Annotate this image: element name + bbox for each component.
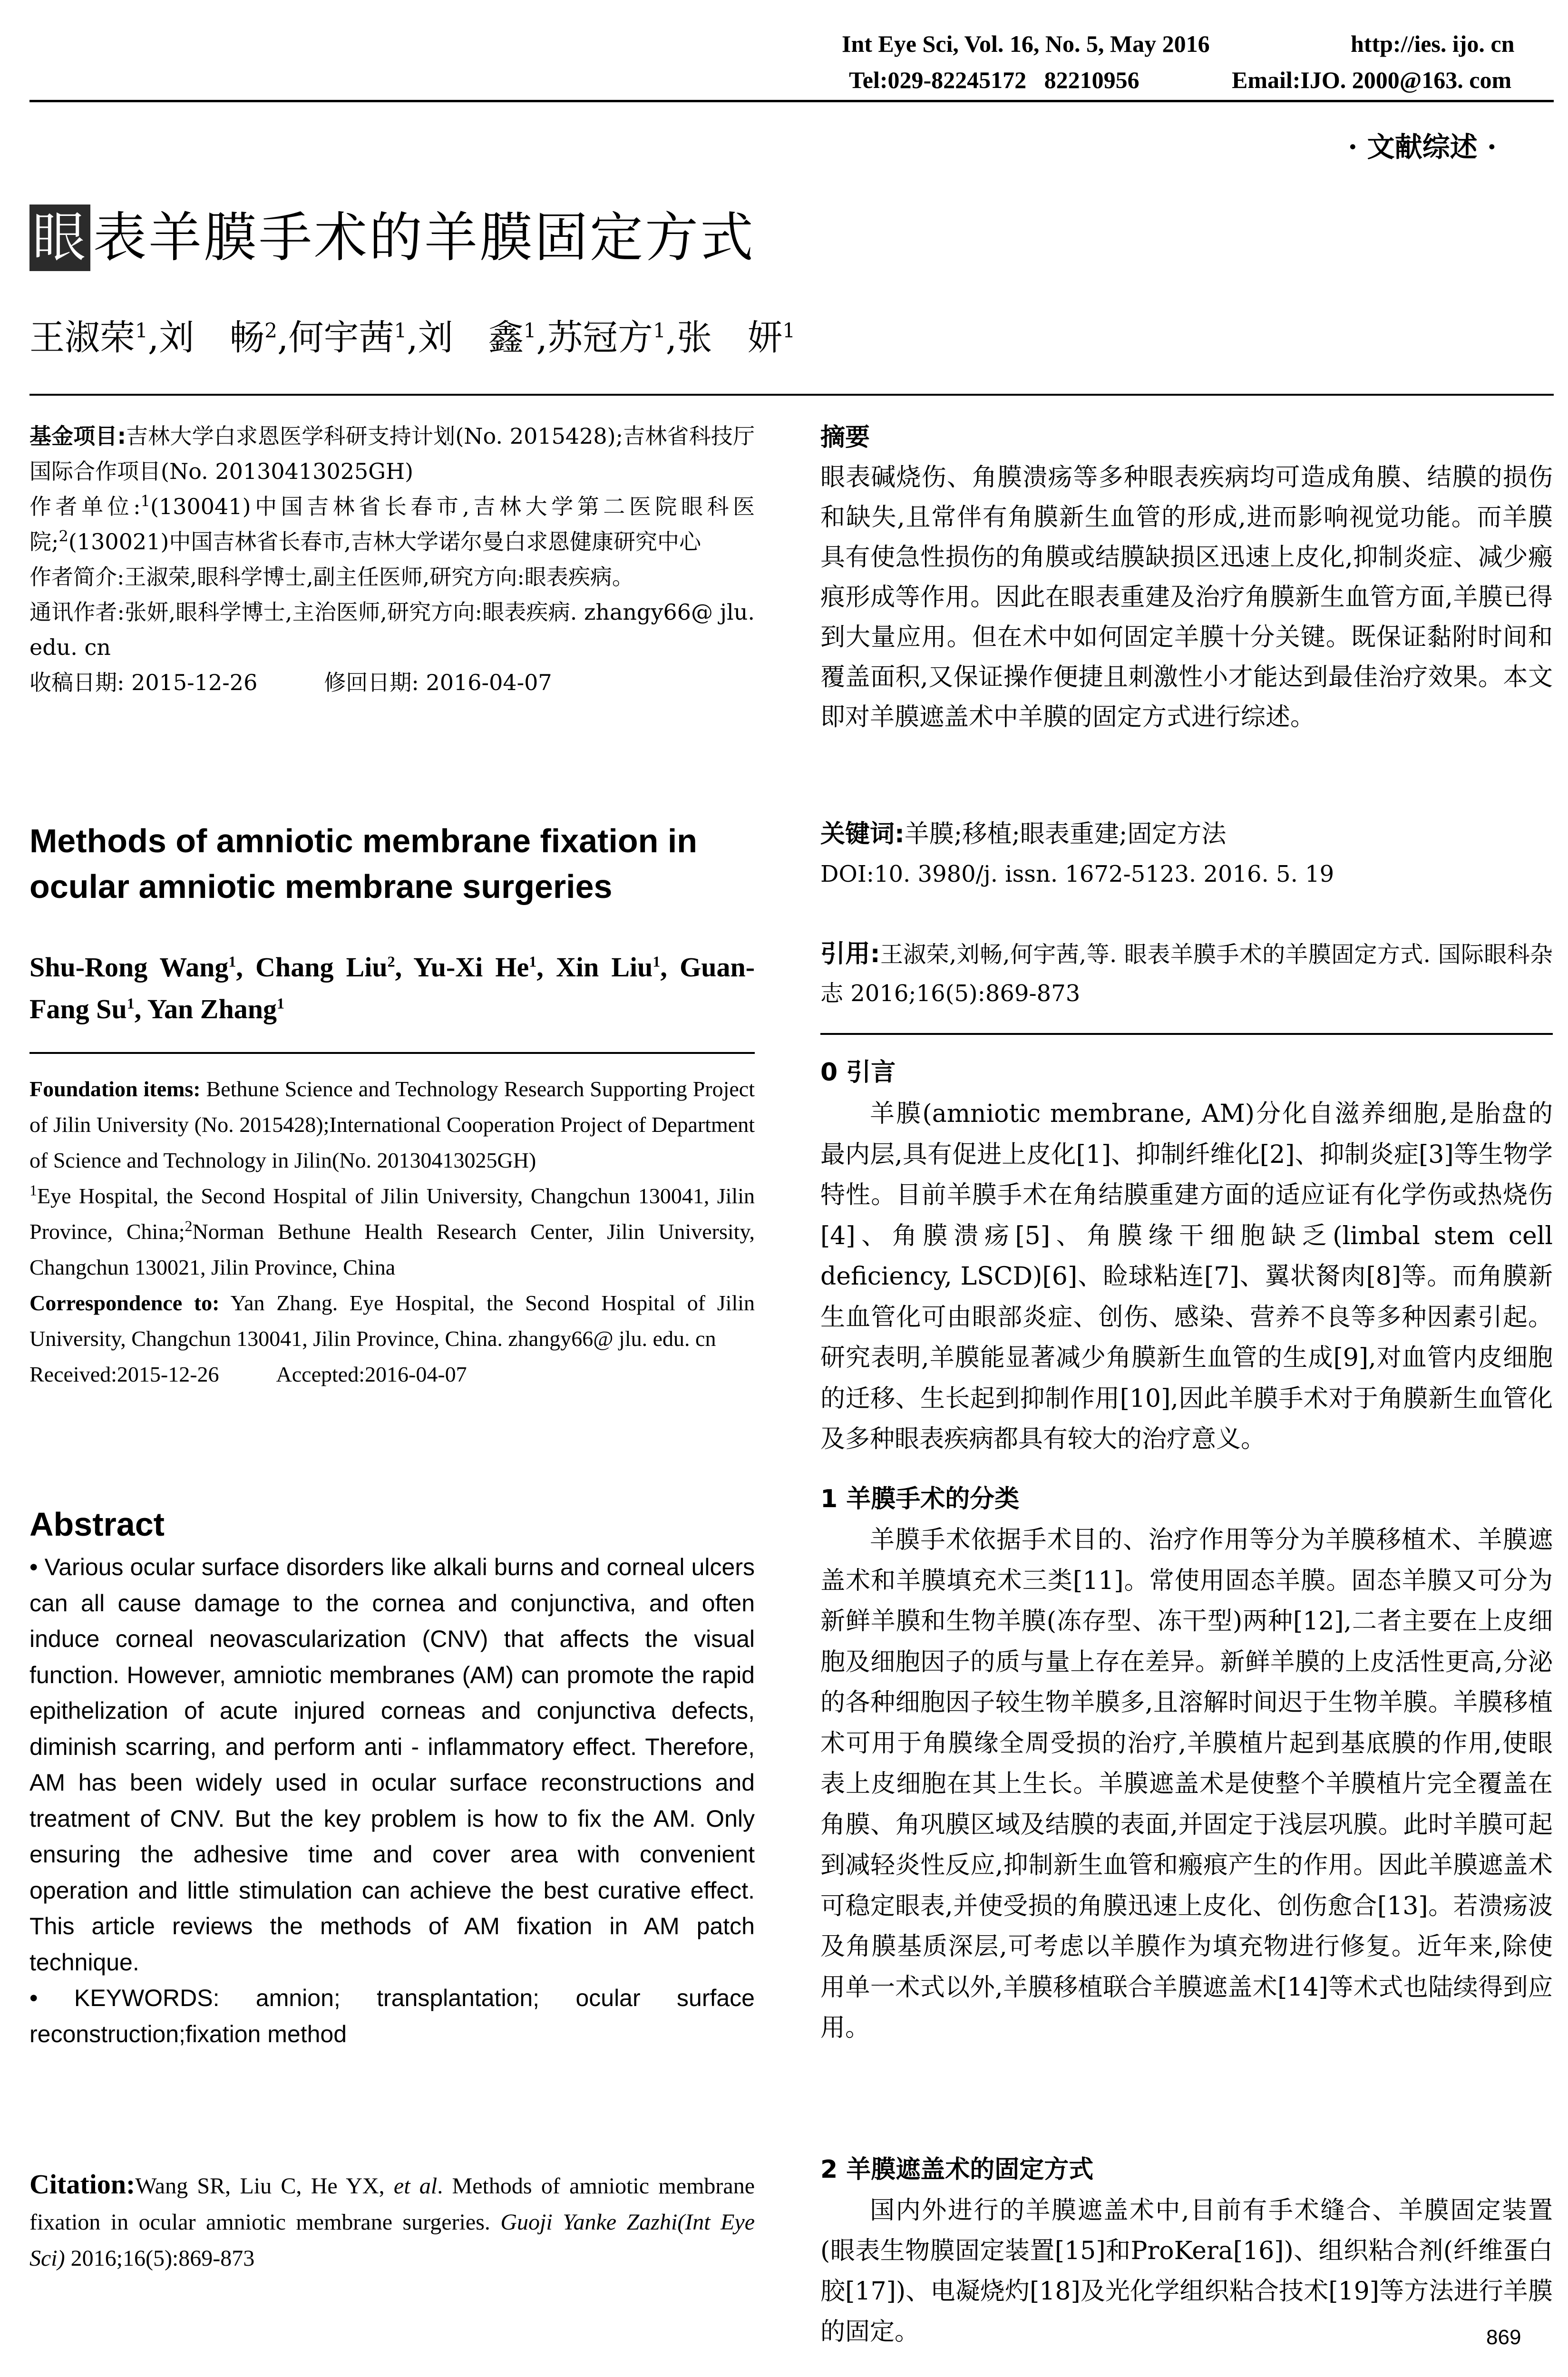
section1-paragraph: 羊膜手术依据手术目的、治疗作用等分为羊膜移植术、羊膜遮盖术和羊膜填充术三类[11]。常使用固态羊膜。固态羊膜又可分为新鲜羊膜和生物羊膜(冻存型、冻干型)两种[12],二者主要在上皮细胞及细胞因子的质与量上存在差异。新鲜羊膜的上皮活性更高,分泌的各种细胞因子较生物羊膜多,且溶解时间迟于生物羊膜。羊膜移植术可用于角膜缘全周受损的治疗,羊膜植片起到基底膜的作用,使眼表上皮细胞在其上生长。羊膜遮盖术是使整个羊膜植片完全覆盖在角膜、角巩膜区域及结膜的表面,并固定于浅层巩膜。此时羊膜可起到减轻炎性反应,抑制新生血管和瘢痕产生的作用。因此羊膜遮盖术可稳定眼表,并使受损的角膜迅速上皮化、创伤愈合[13]。若溃疡波及角膜基质深层,可考虑以羊膜作为填充物进行修复。近年来,除使用单一术式以外,羊膜移植联合羊膜遮盖术[14]等术式也陆续得到应用。 [820, 1526, 1553, 2042]
author-name: 苏冠方 [547, 317, 653, 358]
author-name: 刘 畅 [159, 317, 265, 358]
citation-cn: 引用:王淑荣,刘畅,何宇茜,等. 眼表羊膜手术的羊膜固定方式. 国际眼科杂志 2016;16(5):869-873 [820, 940, 1553, 1007]
corr-label: 通讯作者: [29, 599, 125, 625]
journal-info: Int Eye Sci, Vol. 16, No. 5, May 2016 [842, 30, 1210, 57]
title-first-char: 眼 [29, 205, 90, 271]
author-list: 王淑荣$^1$,刘 畅$^2$,何宇茜$^1$,刘 鑫$^1$,苏冠方$^1$,张 妍$^1$ [29, 317, 796, 358]
fund-label: 基金项目: [29, 423, 126, 449]
section-tag: · 文献综述 · [1348, 131, 1497, 163]
en-meta-block: Foundation items: Bethune Science and Technology Research Supporting Project of Jilin University (No. 2015428);International Cooperation Project of Department of Science and Technology in Jilin(No. 20130413025GH) $^1$Eye Hospital, the Second Hospital of Jilin University, Changchun 130041, Jilin Province, China;$^2$Norman Bethune Health Research Center, Jilin University, Changchun 130021, Jilin Province, China Correspondence to: Yan Zhang. Eye Hospital, the Second Hospital of Jilin University, Changchun 130041, Jilin Province, China. zhangy66@ jlu. edu. cn Received:2015-12-26 Accepted:2016-04-07 [29, 1077, 755, 1386]
foundation-label: Foundation items: [29, 1077, 201, 1101]
received-en: Received:2015-12-26 [29, 1362, 219, 1386]
intro-paragraph: 羊膜(amniotic membrane, AM)分化自滋养细胞,是胎盘的最内层,具有促进上皮化[1]、抑制纤维化[2]、抑制炎症[3]等生物学特性。目前羊膜手术在角结膜重建方面的适应证有化学伤或热烧伤[4]、角膜溃疡[5]、角膜缘干细胞缺乏(limbal stem cell deficiency, LSCD)[6]、睑球粘连[7]、翼状胬肉[8]等。而角膜新生血管化可由眼部炎症、创伤、感染、营养不良等多种因素引起。研究表明,羊膜能显著减少角膜新生血管的生成[9],对血管内皮细胞的迁移、生长起到抑制作用[10],因此羊膜手术对于角膜新生血管化及多种眼表疾病都具有较大的治疗意义。 [820, 1100, 1553, 1453]
author-name: 何宇茜 [288, 317, 394, 358]
english-authors: Shu-Rong Wang$^1$, Chang Liu$^2$, Yu-Xi He$^1$, Xin Liu$^1$, Guan-Fang Su$^1$, Yan Zhang$^1$ [29, 952, 755, 1024]
right-column-rule [820, 1033, 1553, 1035]
section2-paragraph: 国内外进行的羊膜遮盖术中,目前有手术缝合、羊膜固定装置(眼表生物膜固定装置[15]和ProKera[16])、组织粘合剂(纤维蛋白胶[17])、电凝烧灼[18]及光化学组织粘合技术[19]等方法进行羊膜的固定。 [820, 2196, 1553, 2346]
cn-meta-block: 基金项目:吉林大学白求恩医学科研支持计划(No. 2015428);吉林省科技厅国际合作项目(No. 20130413025GH) 作者单位:$^1$(130041)中国吉林省长春市,吉林大学第二医院眼科医院;$^2$(130021)中国吉林省长春市,吉林大学诺尔曼白求恩健康研究中心 作者简介:王淑荣,眼科学博士,副主任医师,研究方向:眼表疾病。 通讯作者:张妍,眼科学博士,主治医师,研究方向:眼表疾病. zhangy66@ jlu. edu. cn 收稿日期: 2015-12-26 修回日期: 2016-04-07 [29, 423, 755, 695]
accepted-en: Accepted:2016-04-07 [276, 1362, 467, 1386]
correspondence-text: Yan Zhang. Eye Hospital, the Second Hospital of Jilin University, Changchun 130041, Jilin Province, China. zhangy66@ jlu. edu. cn [29, 1291, 755, 1351]
abstract-en [29, 1549, 755, 2052]
affil-2: Norman Bethune Health Research Center, Jilin University, Changchun 130021, Jilin Province, China [29, 1219, 755, 1279]
intro-heading: 0 引言 [820, 1058, 896, 1087]
section2-heading: 2 羊膜遮盖术的固定方式 [820, 2155, 1094, 2184]
left-column-rule [29, 1052, 755, 1054]
page-title [29, 205, 755, 271]
corr-text: 张妍,眼科学博士,主治医师,研究方向:眼表疾病. zhangy66@ jlu. edu. cn [29, 599, 755, 660]
revised-date: 修回日期: 2016-04-07 [324, 670, 552, 695]
keywords-en: • KEYWORDS: amnion; transplantation; ocular surface reconstruction;fixation method [29, 1985, 755, 2047]
header-rule [29, 100, 1554, 102]
fund-text: 吉林大学白求恩医学科研支持计划(No. 2015428);吉林省科技厅国际合作项目(No. 20130413025GH) [29, 423, 755, 484]
journal-website: http://ies. ijo. cn [1351, 30, 1515, 57]
unit-text-2: (130021)中国吉林省长春市,吉林大学诺尔曼白求恩健康研究中心 [68, 529, 701, 555]
foundation-text: Bethune Science and Technology Research Supporting Project of Jilin University (No. 2015428);International Cooperation Project of Department of Science and Technology in Jilin(No. 20130413025GH) [29, 1077, 755, 1172]
journal-email: Email:IJO. 2000@163. com [1232, 67, 1512, 93]
unit-label: 作者单位: [29, 494, 141, 519]
bio-label: 作者简介: [29, 564, 125, 590]
english-title: Methods of amniotic membrane fixation in ocular amniotic membrane surgeries [29, 822, 698, 905]
section1-heading: 1 羊膜手术的分类 [820, 1485, 1020, 1513]
affil-1: Eye Hospital, the Second Hospital of Jilin University, Changchun 130041, Jilin Province, China; [29, 1184, 755, 1244]
abstract-heading: Abstract [29, 1506, 165, 1543]
author-name: 王淑荣 [29, 317, 135, 358]
citation-en: Citation:Wang SR, Liu C, He YX, et al. Methods of amniotic membrane fixation in ocular amniotic membrane surgeries. Guoji Yanke Zazhi(Int Eye Sci) 2016;16(5):869-873 [29, 2169, 755, 2271]
author-name: 刘 鑫 [418, 317, 524, 358]
bio-text: 王淑荣,眼科学博士,副主任医师,研究方向:眼表疾病。 [124, 564, 634, 590]
received-date: 收稿日期: 2015-12-26 [29, 670, 258, 695]
citation-label: Citation: [29, 2169, 136, 2200]
title-rest: 表羊膜手术的羊膜固定方式 [93, 207, 755, 269]
abstract-cn-body: 眼表碱烧伤、角膜溃疡等多种眼表疾病均可造成角膜、结膜的损伤和缺失,且常伴有角膜新生血管的形成,进而影响视觉功能。而羊膜具有使急性损伤的角膜或结膜缺损区迅速上皮化,抑制炎症、减少瘢痕形成等作用。因此在眼表重建及治疗角膜新生血管方面,羊膜已得到大量应用。但在术中如何固定羊膜十分关键。既保证黏附时间和覆盖面积,又保证操作便捷且刺激性小才能达到最佳治疗效果。本文即对羊膜遮盖术中羊膜的固定方式进行综述。 [820, 463, 1553, 731]
doi: DOI:10. 3980/j. issn. 1672-5123. 2016. 5. 19 [820, 861, 1334, 887]
title-rule [29, 394, 1554, 396]
unit-text-1: (130041)中国吉林省长春市,吉林大学第二医院眼科医院; [29, 494, 755, 555]
page-number: 869 [1486, 2326, 1521, 2349]
correspondence-label: Correspondence to: [29, 1291, 220, 1315]
journal-tel: Tel:029-82245172 82210956 [849, 67, 1139, 93]
keywords-cn: 关键词:羊膜;移植;眼表重建;固定方法 [820, 820, 1227, 848]
author-name: 张 妍 [677, 317, 783, 358]
abstract-cn-heading: 摘要 [820, 423, 870, 452]
abstract-en-body: • Various ocular surface disorders like alkali burns and corneal ulcers can all cause damage to the cornea and conjunctiva, and often induce corneal neovascularization (CNV) that affects the visual function. However, amniotic membranes (AM) can promote the rapid epithelization of acute injured corneas and conjunctiva defects, diminish scarring, and perform anti - inflammatory effect. Therefore, AM has been widely used in ocular surface reconstructions and treatment of CNV. But the key problem is how to fix the AM. Only ensuring the adhesive time and cover area with convenient operation and little stimulation can achieve the best curative effect. This article reviews the methods of AM fixation in AM patch technique. [29, 1554, 755, 1976]
